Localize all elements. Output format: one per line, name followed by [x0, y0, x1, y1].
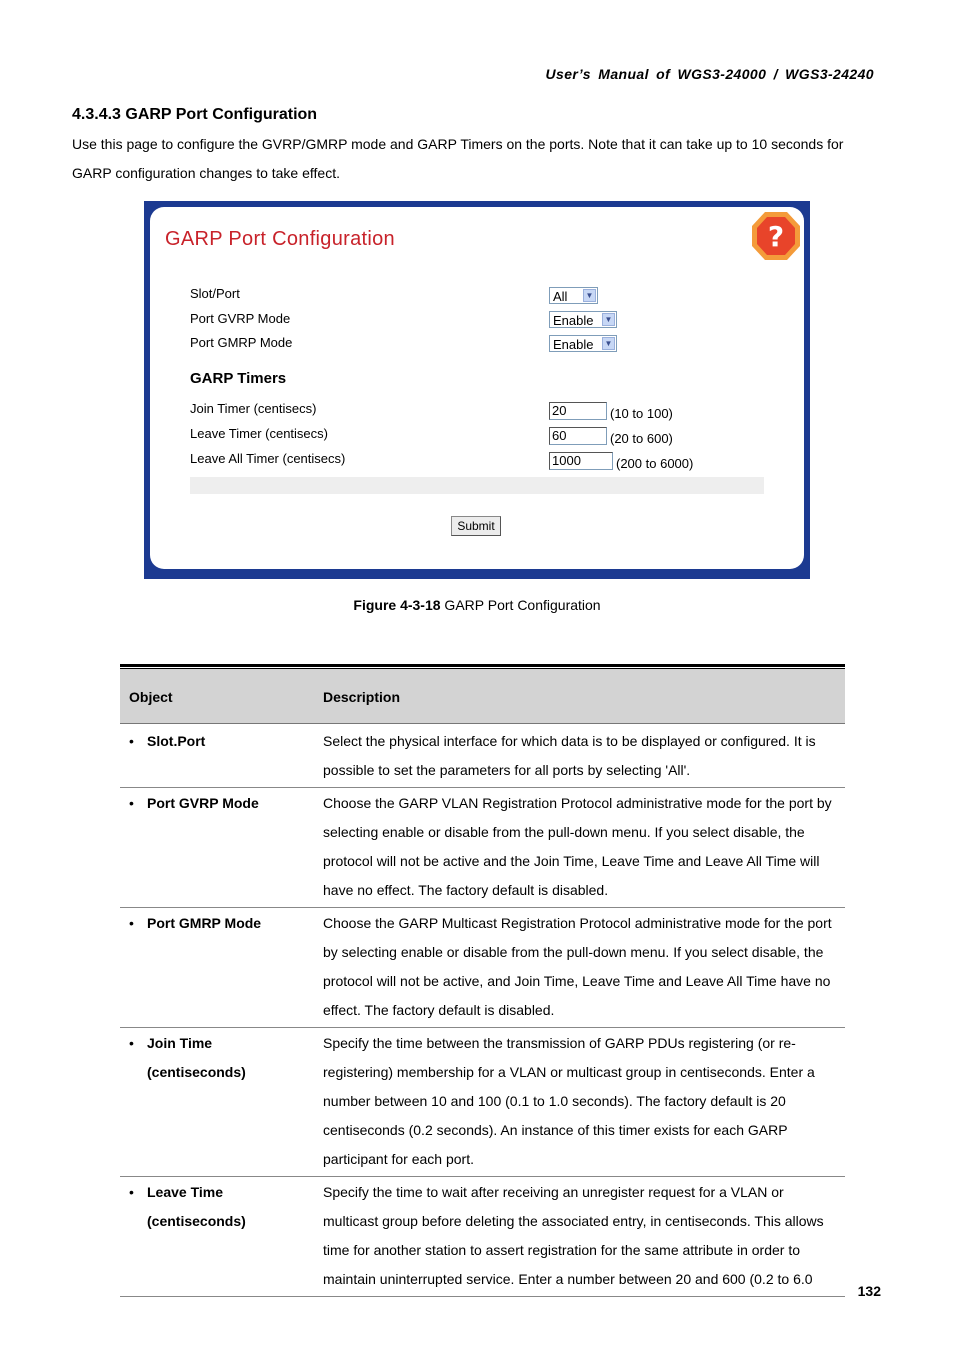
running-header: User’s Manual of WGS3-24000 / WGS3-24240	[545, 66, 874, 82]
gmrp-mode-select[interactable]	[549, 335, 617, 352]
gmrp-mode-value: Enable	[553, 337, 594, 352]
gvrp-mode-select[interactable]	[549, 311, 617, 328]
row-description: Choose the GARP VLAN Registration Protocol administrative mode for the port by selecting enable or disable from the pull-down menu. If you select disable, the protocol will not be active and the Join Time, Leave Time and Leave All Time will have no effect. The factory default is disabled.	[323, 795, 832, 898]
page-number: 132	[857, 1283, 881, 1299]
row-object-unit: (centiseconds)	[147, 1064, 246, 1080]
submit-button[interactable]: Submit	[451, 516, 501, 536]
row-object-name: Slot.Port	[147, 733, 206, 749]
figure-caption-text: GARP Port Configuration	[440, 597, 601, 613]
figure-number: Figure 4-3-18	[353, 597, 441, 613]
question-icon[interactable]	[750, 210, 802, 262]
intro-paragraph: Use this page to configure the GVRP/GMRP mode and GARP Timers on the ports. Note that it can take up to 10 seconds for GARP configuration changes to take effect.	[72, 136, 844, 181]
row-description: Choose the GARP Multicast Registration Protocol administrative mode for the port by selecting enable or disable from the pull-down menu. If you select disable, the protocol will not be active, and Join Time, Leave Time and Leave All Time have no effect. The factory default is disabled.	[323, 915, 832, 1018]
row-description: Select the physical interface for which data is to be displayed or configured. It is possible to set the parameters for all ports by selecting 'All'.	[323, 733, 816, 778]
gvrp-mode-label: Port GVRP Mode	[190, 311, 291, 326]
leave-all-timer-input[interactable]: 1000	[549, 452, 613, 470]
gvrp-mode-value: Enable	[553, 313, 594, 328]
row-object: • Join Time (centiseconds)	[129, 1029, 309, 1087]
section-title: 4.3.4.3 GARP Port Configuration	[72, 106, 318, 123]
leave-all-timer-label: Leave All Timer (centisecs)	[190, 451, 346, 466]
garp-config-screenshot	[144, 201, 810, 579]
row-object-unit: (centiseconds)	[147, 1213, 246, 1229]
panel-title: GARP Port Configuration	[165, 228, 395, 250]
chevron-down-icon: ▼	[583, 289, 596, 302]
row-object-name: Port GMRP Mode	[147, 915, 262, 931]
header-object: Object	[129, 689, 173, 705]
join-timer-range: (10 to 100)	[610, 406, 673, 421]
table-row	[120, 724, 845, 788]
svg-text:?: ?	[767, 220, 785, 253]
table-header	[120, 669, 845, 724]
slot-port-value: All	[553, 289, 568, 304]
table-row	[120, 788, 845, 908]
join-timer-label: Join Timer (centisecs)	[190, 401, 317, 416]
gmrp-mode-label: Port GMRP Mode	[190, 335, 293, 350]
header-description: Description	[323, 689, 401, 705]
config-panel	[150, 207, 804, 569]
leave-timer-range: (20 to 600)	[610, 431, 673, 446]
row-object: • Leave Time (centiseconds)	[129, 1178, 309, 1236]
join-timer-input[interactable]: 20	[549, 402, 607, 420]
table-row	[120, 1177, 845, 1297]
row-description: Specify the time between the transmission of GARP PDUs registering (or re-registering) membership for a VLAN or multicast group in centiseconds. Enter a number between 10 and 100 (0.1 to 1.0 seconds). The factory default is 20 centiseconds (0.2 seconds). An instance of this timer exists for each GARP participant for each port.	[323, 1035, 815, 1167]
leave-timer-input[interactable]: 60	[549, 427, 607, 445]
row-object-name: Join Time	[147, 1035, 213, 1051]
row-object: • Port GVRP Mode	[129, 795, 259, 811]
chevron-down-icon: ▼	[602, 337, 615, 350]
slot-port-select[interactable]	[549, 287, 598, 304]
slot-port-label: Slot/Port	[190, 286, 240, 301]
table-row	[120, 1028, 845, 1177]
garp-timers-heading: GARP Timers	[190, 370, 287, 387]
table-row	[120, 908, 845, 1028]
leave-all-timer-range: (200 to 6000)	[616, 456, 694, 471]
figure-caption	[0, 597, 954, 613]
object-description-table	[120, 664, 845, 1297]
row-object-name: Port GVRP Mode	[147, 795, 259, 811]
leave-timer-label: Leave Timer (centisecs)	[190, 426, 328, 441]
row-object-name: Leave Time	[147, 1184, 224, 1200]
chevron-down-icon: ▼	[602, 313, 615, 326]
row-object: • Port GMRP Mode	[129, 915, 262, 931]
row-object: • Slot.Port	[129, 733, 206, 749]
table-top-rule	[120, 664, 845, 667]
form-divider-bar	[190, 477, 764, 494]
row-description: Specify the time to wait after receiving an unregister request for a VLAN or multicast group before deleting the associated entry, in centiseconds. This allows time for another station to assert registration for the same attribute in order to maintain uninterrupted service. Enter a number between 20 and 600 (0.2 to 6.0	[323, 1184, 824, 1287]
